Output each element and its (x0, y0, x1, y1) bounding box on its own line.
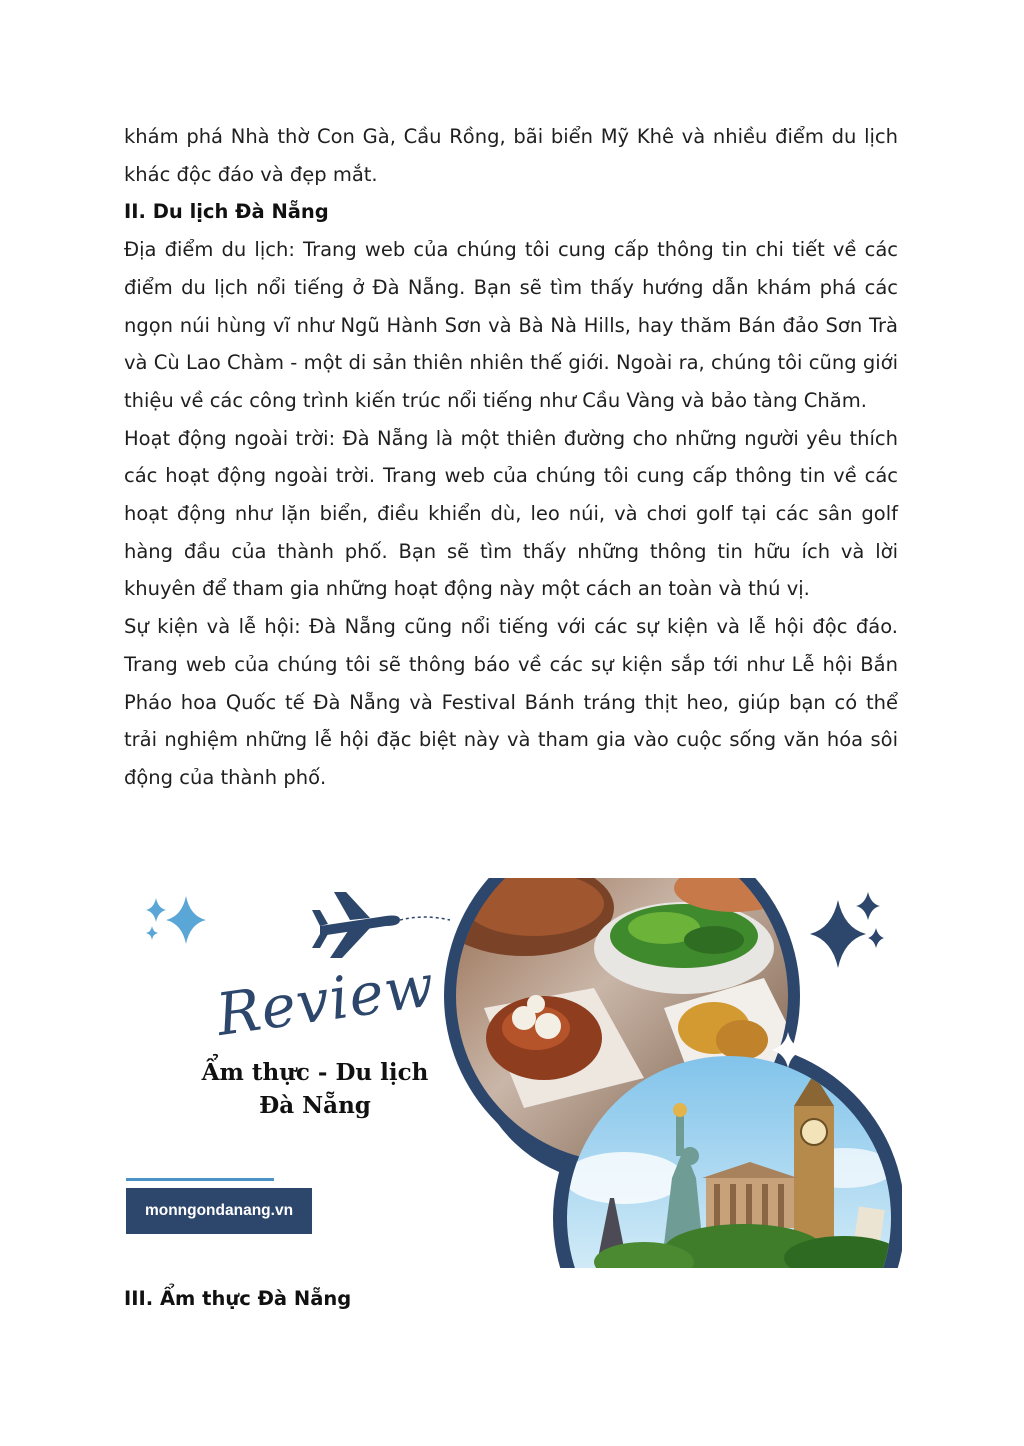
paragraph-places: Địa điểm du lịch: Trang web của chúng tôi cung cấp thông tin chi tiết về các điểm du lịch nổi tiếng ở Đà Nẵng. Bạn sẽ tìm thấy hướng dẫn khám phá các ngọn núi hùng vĩ như Ngũ Hành Sơn và Bà Nà Hills, hay thăm Bán đảo Sơn Trà và Cù Lao Chàm - một di sản thiên nhiên thế giới. Ngoài ra, chúng tôi cũng giới thiệu về các công trình kiến trúc nổi tiếng như Cầu Vàng và bảo tàng Chăm. (124, 238, 898, 412)
section-heading-tourism: II. Du lịch Đà Nẵng (124, 200, 329, 224)
article-body (124, 118, 898, 797)
banner-title (190, 1056, 440, 1122)
sparkle-icon-left (146, 896, 206, 944)
section-heading-cuisine: III. Ẩm thực Đà Nẵng (124, 1287, 352, 1310)
banner-title-line1: Ẩm thực - Du lịch (201, 1059, 429, 1086)
airplane-icon (312, 892, 400, 958)
review-script-word: Review (212, 951, 439, 1049)
banner-title-line2: Đà Nẵng (259, 1092, 371, 1119)
paragraph-events: Sự kiện và lễ hội: Đà Nẵng cũng nổi tiếng với các sự kiện và lễ hội độc đáo. Trang web của chúng tôi sẽ thông báo về các sự kiện sắp tới như Lễ hội Bắn Pháo hoa Quốc tế Đà Nẵng và Festival Bánh tráng thịt heo, giúp bạn có thể trải nghiệm những lễ hội đặc biệt này và tham gia vào cuộc sống văn hóa sôi động của thành phố. (124, 615, 898, 789)
sparkle-icon-right (810, 892, 884, 968)
paragraph-outdoor: Hoạt động ngoài trời: Đà Nẵng là một thiên đường cho những người yêu thích các hoạt động ngoài trời. Trang web của chúng tôi cung cấp thông tin về các hoạt động như lặn biển, điều khiển dù, leo núi, và chơi golf tại các sân golf hàng đầu của thành phố. Bạn sẽ tìm thấy những thông tin hữu ích và lời khuyên để tham gia những hoạt động này một cách an toàn và thú vị. (124, 426, 898, 601)
accent-line (126, 1178, 274, 1181)
site-badge: monngondanang.vn (126, 1188, 312, 1234)
intro-paragraph-tail: khám phá Nhà thờ Con Gà, Cầu Rồng, bãi biển Mỹ Khê và nhiều điểm du lịch khác độc đáo và đẹp mắt. (124, 125, 898, 186)
review-banner-image (124, 878, 902, 1268)
